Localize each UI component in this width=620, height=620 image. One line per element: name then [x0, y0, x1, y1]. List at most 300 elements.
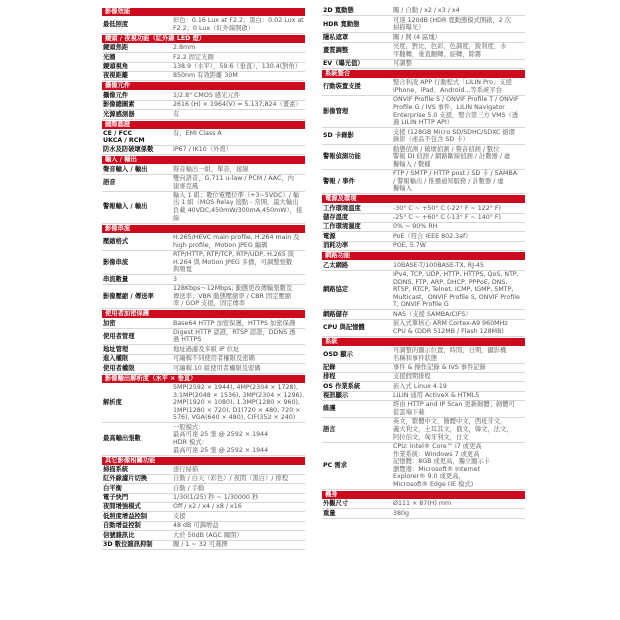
- spec-label: 警報輸入 / 輸出: [103, 203, 148, 211]
- spec-row: [322, 214, 525, 223]
- spec-row: [102, 494, 305, 503]
- spec-value-line: 48 dB 可調增益: [173, 522, 219, 530]
- spec-value: [393, 232, 525, 240]
- spec-label: 儲存溫度: [323, 214, 349, 222]
- spec-value-line: F2.2；0 Lux（紅外線開啟）: [173, 24, 255, 32]
- spec-row: [102, 329, 305, 346]
- spec-value-line: HDR 模式：: [173, 438, 208, 446]
- spec-value: [393, 7, 525, 15]
- spec-row: [102, 531, 305, 540]
- spec-row: [102, 355, 305, 364]
- spec-label: 地址管理: [103, 345, 129, 353]
- spec-row: [322, 232, 525, 241]
- spec-value: [393, 443, 525, 489]
- spec-label: 聲音輸入 / 輸出: [103, 165, 148, 173]
- spec-value-line: 大於 50dB (AGC 關閉）: [173, 531, 243, 539]
- spec-row: [102, 484, 305, 493]
- spec-value-line: 138.9（水平），59.6（垂直），130.4(對角）: [173, 63, 302, 71]
- spec-value-line: 關 / 自動 / x2 / x3 / x4: [393, 7, 460, 15]
- spec-value: [173, 355, 305, 363]
- spec-row: [102, 512, 305, 521]
- spec-value-line: Ø111 × 87(H) mm: [393, 500, 452, 508]
- spec-row: [102, 345, 305, 354]
- spec-value: [393, 204, 525, 212]
- spec-value-line: 事件 & 操作記錄 & IVS 事件記錄: [393, 363, 486, 371]
- section-header: 影像輸出解析度（水平 × 垂直）: [102, 375, 305, 383]
- spec-label: 視訊顯示: [323, 392, 349, 400]
- spec-value-line: Microsoft® Edge (IE 模式): [393, 480, 474, 488]
- spec-label: 鏡頭視角: [103, 63, 129, 71]
- spec-value: [173, 101, 305, 109]
- spec-value-line: 一般模式：: [173, 423, 205, 431]
- spec-label: 網路儲存: [323, 310, 349, 318]
- spec-row: [322, 382, 525, 391]
- spec-value: [173, 17, 305, 33]
- spec-value-line: 支援假期排程: [393, 373, 431, 381]
- spec-value-line: 平翻轉，垂直翻轉，旋轉，除霧: [393, 50, 482, 58]
- spec-label: 最低照度: [103, 21, 129, 29]
- spec-value-line: 5MP(2592 × 1944), 4MP(2304 × 1728),: [173, 383, 298, 391]
- spec-label: EV（曝光值）: [323, 60, 364, 68]
- spec-label: 工作環境濕度: [323, 223, 361, 231]
- spec-label: 乙太網路: [323, 261, 349, 269]
- spec-value-line: 動態偵測 / 破壞偵測 / 聲音偵測 / 數位: [393, 145, 500, 153]
- spec-label: 使用者權限: [103, 364, 135, 372]
- spec-label: 進入權限: [103, 355, 129, 363]
- spec-value-line: 嵌入式 Linux 4.19: [393, 382, 447, 390]
- spec-value-line: IP67 / IK10（外殼）: [173, 146, 232, 154]
- spec-value-line: 自動 / 手動: [173, 484, 205, 492]
- spec-row: [322, 509, 525, 518]
- spec-label: 紅外線濾片切換: [103, 475, 148, 483]
- spec-row: [102, 423, 305, 455]
- spec-value: [393, 392, 525, 400]
- spec-value: [173, 53, 305, 61]
- spec-label: 網路協定: [323, 286, 349, 294]
- spec-value-line: 可編輯 10 組使用者權限及密碼: [173, 364, 261, 372]
- spec-value-line: 瀏覽器：Microsoft® Internet: [393, 465, 481, 473]
- spec-value: [173, 541, 305, 549]
- spec-row: [102, 72, 305, 81]
- spec-label: 影像串流: [103, 258, 129, 266]
- spec-value-line: 從雲端下載: [393, 409, 425, 417]
- left-spec-column: [102, 7, 305, 550]
- spec-value-line: 名稱和事件狀態: [393, 354, 438, 362]
- spec-value: [173, 384, 305, 423]
- spec-label: 白平衡: [103, 484, 122, 492]
- spec-value-line: 傳送率；VBR 動態壓縮率 / CBR 固定壓縮: [173, 292, 292, 300]
- spec-row: [322, 401, 525, 418]
- spec-row: [102, 63, 305, 72]
- spec-value-line: 警報 DI 偵測 / 網路斷線偵測 / 計數器 / 虛: [393, 153, 511, 161]
- spec-value-line: 1MP(1280 × 720), D1(720 × 480, 720 ×: [173, 406, 301, 414]
- spec-value-line: 最高可達 25 張 @ 2592 × 1944: [173, 446, 269, 454]
- spec-value: [173, 175, 305, 191]
- spec-row: [322, 373, 525, 382]
- spec-value-line: 阿拉伯文，匈牙利文，日文: [393, 433, 469, 441]
- spec-value-line: Profile G / IVS 事件，LILIN Navigator: [393, 104, 505, 112]
- spec-label: 光圈: [103, 53, 116, 61]
- spec-label: 攝像元件: [103, 91, 129, 99]
- spec-value-line: DDNS, FTP, ARP, DHCP, PPPoE, DNS,: [393, 278, 508, 286]
- spec-value: [393, 401, 525, 417]
- spec-value: [173, 72, 305, 80]
- spec-value-line: RTSP, RTCP, Telnet, ICMP, IGMP, SMTP,: [393, 286, 514, 294]
- spec-value: [393, 79, 525, 95]
- spec-value: [173, 466, 305, 474]
- spec-value-line: 作業系統：Windows 7 或更高: [393, 450, 480, 458]
- spec-value-line: 錄影（產品不包含 SD 卡）: [393, 136, 469, 144]
- spec-row: [322, 16, 525, 33]
- spec-value-line: 0% ~ 90% RH: [393, 223, 438, 231]
- spec-value-line: 逐行掃描: [173, 465, 199, 473]
- spec-value-line: 可調整: [393, 60, 412, 68]
- spec-row: [322, 310, 525, 319]
- spec-value: [173, 110, 305, 118]
- section-header: 系統整合: [322, 70, 525, 78]
- spec-value: [393, 347, 525, 363]
- spec-label: CPU 與記憶體: [323, 323, 365, 331]
- spec-value-line: Explorer® 9.0 或更高，: [393, 473, 465, 481]
- spec-value: [393, 145, 525, 169]
- spec-value-line: CPU: Intel® Core™ i7 或更高: [393, 443, 482, 451]
- spec-row: [322, 145, 525, 170]
- spec-value-line: 義大利文，土耳其文，俄文，韓文，法文，: [393, 426, 513, 434]
- spec-label: 信號雜訊比: [103, 531, 135, 539]
- spec-row: [102, 101, 305, 110]
- spec-row: [102, 44, 305, 53]
- spec-value-line: F2.2 固定光圈: [173, 53, 214, 61]
- spec-value: [393, 43, 525, 59]
- spec-value: [393, 60, 525, 68]
- spec-label: 警報 / 事件: [323, 177, 355, 185]
- spec-value: [393, 223, 525, 231]
- spec-value-line: 850nm 有效距離 30M: [173, 72, 238, 80]
- spec-row: [102, 192, 305, 224]
- spec-value-line: Base64 HTTP 加密保護，HTTPS 加密保護: [173, 319, 296, 327]
- spec-value: [393, 128, 525, 144]
- spec-label: 消耗功率: [323, 242, 349, 250]
- section-header: 攝像元件: [102, 82, 305, 90]
- spec-value: [173, 364, 305, 372]
- spec-row: [102, 541, 305, 550]
- spec-value-line: Multicast，ONVIF Profile S, ONVIF Profile: [393, 293, 520, 301]
- spec-row: [102, 234, 305, 251]
- spec-value-line: POE, 5.7W: [393, 242, 426, 250]
- spec-value-line: 2616 (H) × 1964(V) = 5,137,824（畫素）: [173, 101, 302, 109]
- spec-label: 防水及防破壞係數: [103, 146, 154, 154]
- section-header: 網路功能: [322, 252, 525, 260]
- spec-value-line: -30° C ~ +50° C (-22° F ~ 122° F): [393, 204, 501, 212]
- spec-value-line: 英文，繁體中文，簡體中文，西班牙文，: [393, 418, 507, 426]
- spec-value-line: Off / x2 / x4 / x8 / x16: [173, 503, 242, 511]
- spec-value: [393, 33, 525, 41]
- spec-label: 語言: [323, 426, 336, 434]
- spec-value-line: 可調整的顯示位置，時間，日期，攝影機: [393, 347, 507, 355]
- spec-label: 掃描系統: [103, 465, 129, 473]
- spec-value-line: 10BASE-T/100BASE-TX, RJ-45: [393, 261, 485, 269]
- spec-value: [173, 234, 305, 250]
- spec-value: [393, 214, 525, 222]
- spec-value: [173, 130, 305, 145]
- spec-row: [322, 204, 525, 213]
- spec-value: [393, 320, 525, 336]
- spec-value-line: 負載 40VDC,450mW/300mA,450mW），接: [173, 207, 303, 215]
- spec-value: [173, 44, 305, 52]
- spec-row: [322, 60, 525, 69]
- spec-label: SD 卡錄影: [323, 132, 354, 140]
- spec-value: [173, 329, 305, 345]
- spec-row: [102, 130, 305, 146]
- spec-value-line: 擬輸入: [393, 185, 412, 193]
- spec-value-line: 1/2.8" CMOS 感光元件: [173, 91, 241, 99]
- spec-value-line: 有，EMI Class A: [173, 129, 222, 137]
- spec-value: [393, 242, 525, 250]
- spec-label: 語音: [103, 178, 116, 186]
- spec-value-line: RTP/HTTP, RTP/TCP, RTP/UDP, H.265 與: [173, 251, 295, 259]
- spec-row: [322, 320, 525, 337]
- spec-label: 夜間增強模式: [103, 503, 141, 511]
- spec-row: [322, 392, 525, 401]
- spec-value: [173, 146, 305, 154]
- spec-label: 電源: [323, 232, 336, 240]
- spec-value-line: Digest HTTP 認證，RTSP 認證，DDNS 透: [173, 328, 296, 336]
- spec-value-line: high profile，Motion JPEG 編碼: [173, 241, 268, 249]
- spec-value: [393, 96, 525, 127]
- spec-value: [173, 503, 305, 511]
- spec-value-line: LILIN 通用 ActiveX & HTML5: [393, 392, 480, 400]
- spec-value: [173, 319, 305, 327]
- spec-value: [173, 531, 305, 539]
- spec-value: [173, 345, 305, 353]
- spec-value: [173, 494, 305, 502]
- spec-row: [102, 285, 305, 310]
- spec-value: [173, 285, 305, 309]
- spec-label: 隱私遮罩: [323, 33, 349, 41]
- spec-row: [102, 503, 305, 512]
- spec-value-line: ONVIF Profile S / ONVIF Profile T / ONVIF: [393, 96, 519, 104]
- spec-row: [322, 79, 525, 96]
- spec-value-line: 聲音輸出一組，單音，接線: [173, 165, 249, 173]
- spec-value: [173, 275, 305, 283]
- spec-value-line: 自動 / 白天（彩色）/ 夜間（黑白）/ 排程: [173, 475, 289, 483]
- spec-value-line: 關 / 開 (4 區塊）: [393, 33, 442, 41]
- spec-value: [393, 364, 525, 372]
- spec-value-line: -25° C ~ +60° C (-13° F ~ 140° F): [393, 214, 501, 222]
- spec-value-line: 輸入 1 組；數位電壓位準（+3~5VDC）/ 輸: [173, 191, 300, 199]
- spec-value: [393, 509, 525, 517]
- spec-value: [393, 271, 525, 310]
- spec-value-line: 亮度，對比，色彩，色調度，銳利度，水: [393, 43, 507, 51]
- spec-value-line: 可編輯不同使用者權限及密碼: [173, 355, 255, 363]
- section-header: 輸入 / 輸出: [102, 156, 305, 164]
- spec-label: 使用者管理: [103, 332, 135, 340]
- right-spec-column: [322, 7, 525, 519]
- spec-value-line: 建麥克風: [173, 182, 199, 190]
- spec-value-line: 率 / GOP 支援，固定傳率: [173, 300, 246, 308]
- spec-row: [102, 319, 305, 328]
- spec-row: [102, 146, 305, 155]
- section-header: 機身: [322, 491, 525, 499]
- spec-value: [393, 261, 525, 269]
- spec-label: 影像壓縮 / 傳送率: [103, 292, 154, 300]
- spec-row: [322, 261, 525, 270]
- spec-value-line: 2MP(1920 × 1080), 1.3MP(1280 × 960),: [173, 399, 300, 407]
- spec-value: [173, 251, 305, 275]
- spec-label: 解析度: [103, 399, 122, 407]
- spec-row: [322, 500, 525, 509]
- spec-label: OS 作業系統: [323, 382, 361, 390]
- spec-value-line: 與頻寬: [173, 266, 192, 274]
- spec-value-line: iPhone、iPad、Android…等系統平台: [393, 87, 503, 95]
- spec-value-line: 576), VGA(640 × 480), CIF(352 × 240): [173, 414, 296, 422]
- spec-value: [393, 170, 525, 194]
- spec-row: [102, 522, 305, 531]
- spec-label: 低照度增益控制: [103, 512, 148, 520]
- spec-value-line: 128Kbps～12Mbps; 動態更改傳輸張數及: [173, 284, 293, 292]
- spec-row: [322, 223, 525, 232]
- spec-value-line: H.264 與 Motion JPEG 多播，可調整張數: [173, 258, 293, 266]
- spec-row: [102, 53, 305, 62]
- spec-value: [173, 475, 305, 483]
- spec-row: [322, 7, 525, 16]
- spec-label: 影像總圖素: [103, 101, 135, 109]
- spec-label: 2D 寬動態: [323, 7, 354, 15]
- spec-row: [322, 271, 525, 311]
- spec-value: [173, 63, 305, 71]
- spec-value: [393, 310, 525, 318]
- spec-value-line: 掃描曝光）: [393, 24, 425, 32]
- spec-value-line: Enterprise 5.0 支援，整合第三方 VMS（透: [393, 111, 519, 119]
- spec-value-line: 380g: [393, 509, 410, 517]
- spec-value: [173, 91, 305, 99]
- spec-value-line: 2.8mm: [173, 44, 196, 52]
- spec-label: HDR 寬動態: [323, 20, 360, 28]
- spec-label: 維護: [323, 405, 336, 413]
- spec-row: [322, 364, 525, 373]
- spec-label: 自動增益控制: [103, 522, 141, 530]
- spec-value-line: CPU & (DDR 512MB / Flash 128MB): [393, 327, 504, 335]
- spec-value-line: 過 LILIN HTTP API）: [393, 119, 454, 127]
- spec-label: 壓縮格式: [103, 237, 129, 245]
- spec-label: 加密: [103, 319, 116, 327]
- spec-row: [102, 110, 305, 119]
- spec-value-line: 嵌入式單核心 ARM Cortex-A9 960MHz: [393, 320, 508, 328]
- spec-value-line: 支援: [173, 512, 186, 520]
- spec-row: [322, 128, 525, 145]
- spec-row: [102, 17, 305, 34]
- spec-row: [102, 364, 305, 373]
- spec-value: [173, 522, 305, 530]
- spec-value: [173, 512, 305, 520]
- spec-label: 3D 數位雜訊抑制: [103, 540, 153, 548]
- spec-row: [102, 91, 305, 100]
- section-header: 其它影像相關功能: [102, 457, 305, 465]
- spec-value-line: 彩色：0.16 Lux at F2.2；黑白：0.02 Lux at: [173, 17, 304, 25]
- spec-value-line: 經由 HTTP and IP Scan 更新韌體；韌體可: [393, 401, 515, 409]
- spec-value-line: 3: [173, 275, 178, 283]
- spec-value-line: 過 HTTPS: [173, 336, 202, 344]
- spec-label: 夜視距離: [103, 72, 129, 80]
- spec-value: [393, 382, 525, 390]
- spec-value-line: / 警報輸出 / 推播通知服務 / 計數器 / 虛: [393, 177, 504, 185]
- spec-row: [102, 175, 305, 192]
- section-header: 影像串流: [102, 225, 305, 233]
- spec-row: [102, 466, 305, 475]
- spec-value-line: 支援 (128GB Micro SD/SDHC/SDXC 循環: [393, 128, 515, 136]
- spec-label: CE / FCC UKCA / RCM: [103, 129, 145, 145]
- spec-row: [322, 443, 525, 490]
- spec-value: [173, 165, 305, 173]
- spec-label: OSD 顯示: [323, 350, 353, 358]
- spec-label: 排程: [323, 373, 336, 381]
- spec-value-line: H.265/HEVC main profile, H.264 main 及: [173, 234, 300, 242]
- spec-row: [102, 384, 305, 424]
- spec-row: [102, 165, 305, 174]
- spec-value: [173, 192, 305, 223]
- spec-label: 鏡頭焦距: [103, 44, 129, 52]
- section-header: 國際認證: [102, 121, 305, 129]
- spec-row: [322, 170, 525, 195]
- spec-label: 畫質調整: [323, 46, 349, 54]
- spec-value-line: T, ONVIF Profile G: [393, 301, 449, 309]
- spec-value-line: 雙向語音，G.711 u-law / PCM / AAC，內: [173, 174, 294, 182]
- spec-row: [322, 418, 525, 443]
- spec-value-line: 3.1MP(2048 × 1536), 3MP(2304 × 1296),: [173, 391, 304, 399]
- spec-value: [173, 423, 305, 454]
- spec-label: 影像管理: [323, 107, 349, 115]
- section-header: 系統: [322, 338, 525, 346]
- spec-label: PC 需求: [323, 462, 348, 469]
- spec-value-line: 最高可達 25 張 @ 2592 × 1944: [173, 431, 269, 439]
- spec-label: 最高輸出張數: [103, 435, 141, 443]
- spec-value-line: 有: [173, 110, 180, 118]
- spec-row: [102, 475, 305, 484]
- spec-value-line: 擬輸入 / 數據: [393, 160, 431, 168]
- spec-label: 工作環境溫度: [323, 204, 361, 212]
- spec-row: [322, 43, 525, 60]
- spec-label: 外觀尺寸: [323, 500, 349, 508]
- spec-label: 警報偵測功能: [323, 153, 361, 161]
- spec-value-line: 整合利凌 APP 行動程式「LILIN Pro」支援: [393, 79, 512, 87]
- spec-value-line: IPv4, TCP, UDP, HTTP, HTTPS, QoS, NTP,: [393, 270, 519, 278]
- spec-row: [102, 275, 305, 284]
- spec-value-line: PoE（符合 IEEE 802.3af）: [393, 232, 472, 240]
- spec-label: 串流數量: [103, 275, 129, 283]
- spec-value-line: 記憶體：8GB 或更高，獨立顯示卡: [393, 458, 491, 466]
- spec-value-line: NAS（支援 SAMBA/CIFS）: [393, 310, 472, 318]
- spec-value-line: 可達 120dB (HDR 寬動態模式開啟，2 次: [393, 16, 512, 24]
- section-header: 使用者加密保護: [102, 310, 305, 318]
- spec-row: [322, 347, 525, 364]
- spec-value-line: 出 1 組（MOS Relay 接點 - 常開，最大輸出: [173, 199, 299, 207]
- spec-row: [322, 96, 525, 128]
- spec-label: 電子快門: [103, 494, 129, 502]
- spec-value-line: 1/30(1/25) 秒 ~ 1/30000 秒: [173, 494, 259, 502]
- spec-value: [173, 484, 305, 492]
- spec-label: 行動裝置支援: [323, 83, 361, 91]
- spec-value-line: FTP / SMTP / HTTP post / SD 卡 / SAMBA: [393, 170, 518, 178]
- spec-value: [393, 16, 525, 32]
- spec-value: [393, 500, 525, 508]
- spec-row: [102, 251, 305, 276]
- section-header: 鏡頭 / 夜視功能（紅外線 LED 燈）: [102, 35, 305, 43]
- spec-value-line: 地址過濾及多組 IP 位址: [173, 345, 240, 353]
- spec-label: 重量: [323, 509, 336, 517]
- spec-label: 記錄: [323, 363, 336, 371]
- section-header: 影像效能: [102, 8, 305, 16]
- spec-value: [393, 373, 525, 381]
